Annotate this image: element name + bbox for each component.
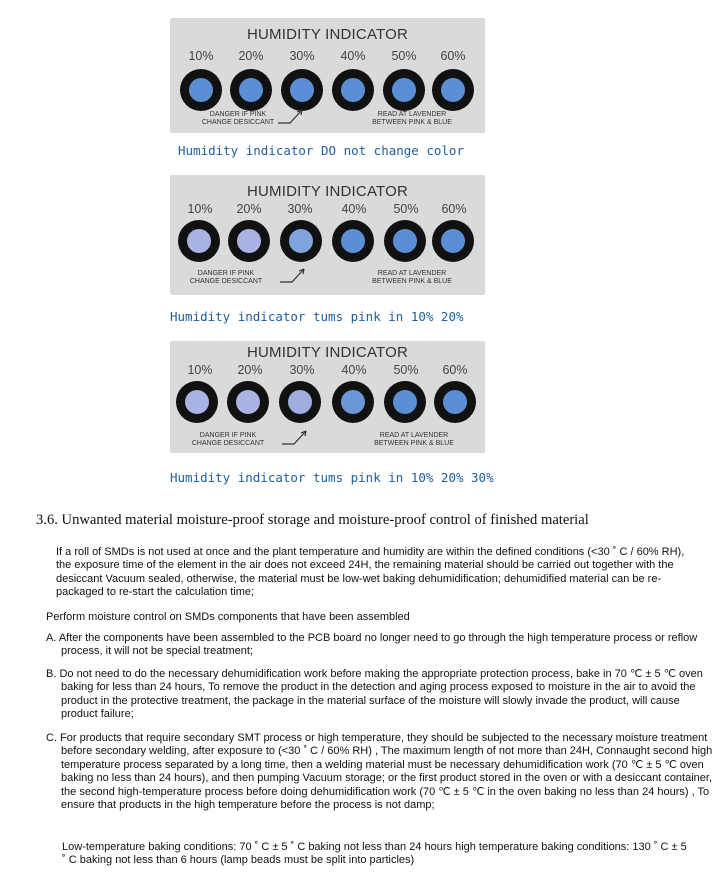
danger-note	[200, 111, 276, 127]
indicator-spot	[434, 381, 476, 423]
indicator-spot	[383, 69, 425, 111]
indicator-spot	[281, 69, 323, 111]
level-label: 60%	[442, 363, 468, 377]
indicator-spot	[432, 69, 474, 111]
lavender-note	[366, 270, 458, 286]
indicator-title: HUMIDITY INDICATOR	[246, 344, 409, 361]
indicator-spot	[176, 381, 218, 423]
note-line: BETWEEN PINK & BLUE	[372, 278, 452, 285]
indicator-title: HUMIDITY INDICATOR	[246, 183, 409, 200]
note-line: DANGER IF PINK	[199, 432, 257, 439]
danger-note	[188, 270, 264, 286]
caption-1: Humidity indicator DO not change color	[178, 143, 464, 158]
level-label: 40%	[340, 49, 366, 63]
lavender-note	[368, 432, 460, 448]
indicator-spot	[332, 69, 374, 111]
perform-paragraph: Perform moisture control on SMDs components that have been assembled	[46, 611, 410, 623]
humidity-indicator-photo-3	[170, 341, 485, 453]
level-label: 10%	[188, 49, 214, 63]
humidity-indicator-photo-2	[170, 175, 485, 295]
lavender-note	[366, 111, 458, 127]
indicator-spot	[180, 69, 222, 111]
level-label: 50%	[391, 49, 417, 63]
item-b: B. Do not need to do the necessary dehumidification work before making the appropriate protection process, bake in 70 ℃ ± 5 ℃ oven baking for less than 24 hours, To remove the product in the detection and aging process exposed to moisture in the air to avoid the product in the protective treatment, the package in the material surface of the moisture will slowly invade the product, will cause product failure;	[46, 668, 703, 721]
baking-conditions: Low-temperature baking conditions: 70 ˚ C ± 5 ˚ C baking not less than 24 hours high temperature baking conditions: 130 ˚ C ± 5 ˚ C baking not less than 6 hours (lamp beads must be split into particles)	[62, 841, 687, 867]
arrow-icon	[280, 427, 310, 447]
level-label: 20%	[236, 202, 262, 216]
note-line: READ AT LAVENDER	[379, 432, 449, 439]
level-label: 60%	[441, 202, 467, 216]
indicator-title: HUMIDITY INDICATOR	[246, 26, 409, 43]
danger-note	[190, 432, 266, 448]
arrow-icon	[276, 106, 306, 126]
note-line: DANGER IF PINK	[197, 270, 255, 277]
level-label: 30%	[289, 49, 315, 63]
indicator-spot	[384, 220, 426, 262]
indicator-spot	[384, 381, 426, 423]
indicator-spot	[279, 381, 321, 423]
level-label: 10%	[187, 363, 213, 377]
indicator-spot	[432, 220, 474, 262]
indicator-spot	[230, 69, 272, 111]
indicator-spot	[332, 381, 374, 423]
level-label: 20%	[238, 49, 264, 63]
item-c: C. For products that require secondary SMT process or high temperature, they should be subjected to the necessary moisture treatment before secondary welding, after exposure to (<30 ˚ C / 60% RH) , The maximum length of not more than 24H, Connaught second high temperature process separated by a long time, then a welding material must be necessary dehumidification work (70 ℃ ± 5 ℃ oven baking no less than 24 hours), and then pumping Vacuum storage; or the first product stored in the oven or with a desiccant container, the second high-temperature process before doing dehumidification work (70 ℃ ± 5 ℃ in the oven baking no less than 24 hours) , To ensure that products in the high temperature before the process is not damp;	[46, 732, 713, 812]
humidity-indicator-photo-1	[170, 18, 485, 133]
level-label: 10%	[187, 202, 213, 216]
level-label: 60%	[440, 49, 466, 63]
indicator-spot	[228, 220, 270, 262]
intro-paragraph: If a roll of SMDs is not used at once and the plant temperature and humidity are within the defined conditions (<30 ˚ C / 60% RH), the exposure time of the element in the air does not exceed 24H, the remaining material should be carried out together with the desiccant Vacuum sealed, otherwise, the material must be low-wet baking dehumidification; dehumidified material can be re-packaged to re-start the calculation time;	[56, 546, 685, 599]
level-label: 50%	[393, 202, 419, 216]
note-line: CHANGE DESICCANT	[191, 440, 265, 447]
level-label: 40%	[341, 202, 367, 216]
level-label: 40%	[341, 363, 367, 377]
note-line: READ AT LAVENDER	[377, 111, 447, 118]
indicator-spot	[332, 220, 374, 262]
note-line: READ AT LAVENDER	[377, 270, 447, 277]
indicator-spot	[227, 381, 269, 423]
note-line: DANGER IF PINK	[209, 111, 267, 118]
note-line: BETWEEN PINK & BLUE	[372, 119, 452, 126]
note-line: BETWEEN PINK & BLUE	[374, 440, 454, 447]
level-label: 50%	[393, 363, 419, 377]
level-label: 30%	[287, 202, 313, 216]
caption-2: Humidity indicator tums pink in 10% 20%	[170, 309, 464, 324]
caption-3: Humidity indicator tums pink in 10% 20% 30%	[170, 470, 494, 485]
item-a: A. After the components have been assembled to the PCB board no longer need to go through the high temperature process or reflow process, it will not be special treatment;	[46, 632, 698, 658]
level-label: 30%	[289, 363, 315, 377]
level-label: 20%	[237, 363, 263, 377]
section-heading: 3.6. Unwanted material moisture-proof storage and moisture-proof control of finished material	[36, 512, 589, 528]
indicator-spot	[280, 220, 322, 262]
arrow-icon	[278, 265, 308, 285]
note-line: CHANGE DESICCANT	[189, 278, 263, 285]
indicator-spot	[178, 220, 220, 262]
note-line: CHANGE DESICCANT	[201, 119, 275, 126]
